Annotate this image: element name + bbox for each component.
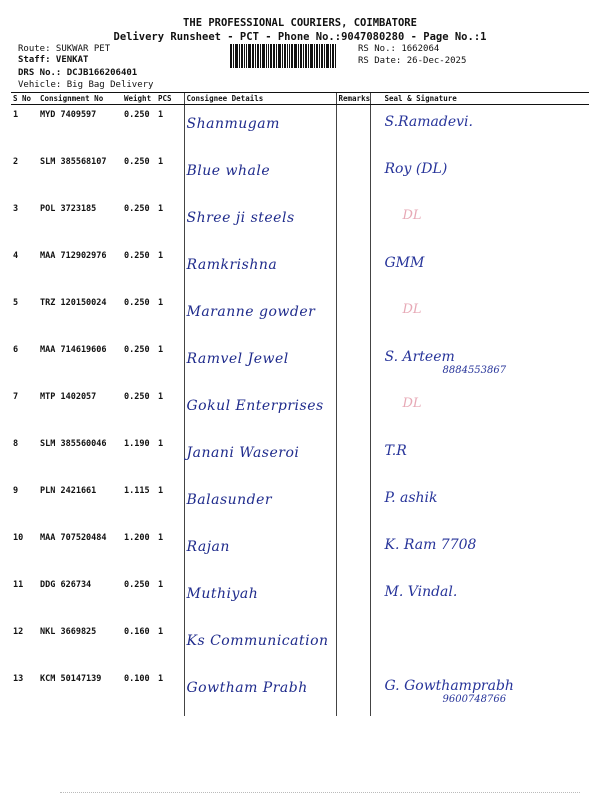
table-row: [11, 528, 589, 575]
signature-handwriting: DL: [402, 302, 422, 317]
row-remarks: [336, 246, 370, 293]
row-signature-cell: [370, 575, 589, 622]
row-remarks: [336, 481, 370, 528]
row-sno: 6: [13, 345, 19, 355]
row-pcs: 1: [158, 298, 164, 308]
signature-handwriting: GMM: [384, 255, 425, 271]
row-consignee-cell: [184, 528, 336, 575]
row-signature-cell: [370, 105, 589, 153]
row-consignee-cell: [184, 246, 336, 293]
table-row: [11, 575, 589, 622]
table-row: [11, 246, 589, 293]
signature-handwriting: P. ashik: [384, 490, 438, 506]
consignee-handwriting: Gowtham Prabh: [186, 680, 308, 696]
col-consignee: Consignee Details: [184, 93, 336, 105]
row-consignment: POL 3723185: [40, 204, 97, 214]
row-sno: 3: [13, 204, 19, 214]
row-weight: 0.100: [124, 674, 150, 684]
row-sno: 10: [13, 533, 24, 543]
signature-phone-number: 9600748766: [442, 694, 507, 705]
table-row: [11, 199, 589, 246]
route-label: Route: SUKWAR PET: [18, 44, 111, 54]
col-consignment: Consignment No: [38, 93, 122, 105]
signature-handwriting: DL: [402, 396, 422, 411]
row-pcs: 1: [158, 157, 164, 167]
row-weight: 0.250: [124, 392, 150, 402]
row-pcs: 1: [158, 439, 164, 449]
row-consignee-cell: [184, 575, 336, 622]
row-sno: 9: [13, 486, 19, 496]
row-consignee-cell: [184, 152, 336, 199]
row-weight: 0.250: [124, 110, 150, 120]
row-remarks: [336, 199, 370, 246]
row-weight: 0.250: [124, 251, 150, 261]
row-consignment: MYD 7409597: [40, 110, 97, 120]
row-sno: 8: [13, 439, 19, 449]
consignee-handwriting: Ramkrishna: [186, 257, 278, 273]
row-consignee-cell: [184, 669, 336, 716]
table-row: [11, 387, 589, 434]
table-row: [11, 622, 589, 669]
row-weight: 0.250: [124, 580, 150, 590]
row-weight: 1.115: [124, 486, 150, 496]
row-signature-cell: [370, 246, 589, 293]
row-remarks: [336, 340, 370, 387]
row-weight: 0.250: [124, 298, 150, 308]
consignee-handwriting: Maranne gowder: [186, 304, 316, 320]
row-consignment: NKL 3669825: [40, 627, 97, 637]
row-sno: 13: [13, 674, 24, 684]
consignee-handwriting: Janani Waseroi: [186, 445, 300, 461]
signature-handwriting: [373, 630, 385, 634]
row-consignment: SLM 385568107: [40, 157, 107, 167]
signature-handwriting: Roy (DL): [384, 161, 448, 177]
consignee-handwriting: Ks Communication: [186, 633, 329, 649]
row-pcs: 1: [158, 627, 164, 637]
row-remarks: [336, 293, 370, 340]
row-consignment: MTP 1402057: [40, 392, 97, 402]
table-row: [11, 481, 589, 528]
row-sno: 4: [13, 251, 19, 261]
signature-handwriting: M. Vindal.: [384, 584, 458, 600]
table-row: [11, 669, 589, 716]
row-pcs: 1: [158, 392, 164, 402]
drs-number: DRS No.: DCJB166206401: [18, 68, 138, 78]
signature-phone-number: 8884553867: [442, 365, 507, 376]
row-weight: 1.200: [124, 533, 150, 543]
consignee-handwriting: Blue whale: [186, 163, 271, 179]
footer-dotted-line: [60, 792, 580, 795]
row-pcs: 1: [158, 674, 164, 684]
row-signature-cell: [370, 669, 589, 716]
row-remarks: [336, 152, 370, 199]
row-sno: 7: [13, 392, 19, 402]
signature-handwriting: DL: [402, 208, 422, 223]
row-remarks: [336, 434, 370, 481]
row-remarks: [336, 528, 370, 575]
signature-handwriting: T.R: [384, 443, 407, 459]
row-sno: 1: [13, 110, 19, 120]
row-pcs: 1: [158, 580, 164, 590]
row-consignee-cell: [184, 340, 336, 387]
row-signature-cell: [370, 152, 589, 199]
row-remarks: [336, 622, 370, 669]
row-signature-cell: [370, 528, 589, 575]
row-remarks: [336, 669, 370, 716]
row-signature-cell: [370, 340, 589, 387]
signature-handwriting: S.Ramadevi.: [384, 114, 473, 130]
row-consignment: MAA 707520484: [40, 533, 107, 543]
runsheet-subtitle: Delivery Runsheet - PCT - Phone No.:9047080280 - Page No.:1: [113, 31, 487, 43]
row-weight: 0.160: [124, 627, 150, 637]
table-row: [11, 293, 589, 340]
row-remarks: [336, 105, 370, 153]
row-weight: 0.250: [124, 204, 150, 214]
rs-date: RS Date: 26-Dec-2025: [358, 56, 467, 66]
consignee-handwriting: Balasunder: [186, 492, 273, 508]
company-title: THE PROFESSIONAL COURIERS, COIMBATORE: [183, 17, 417, 29]
rs-number: RS No.: 1662064: [358, 44, 440, 54]
col-remarks: Remarks: [336, 93, 370, 105]
row-signature-cell: [370, 622, 589, 669]
col-pcs: PCS: [156, 93, 184, 105]
row-consignee-cell: [184, 622, 336, 669]
row-signature-cell: [370, 199, 589, 246]
table-row: [11, 340, 589, 387]
consignee-handwriting: Rajan: [186, 539, 230, 555]
signature-handwriting: K. Ram 7708: [384, 537, 477, 553]
row-consignment: SLM 385560046: [40, 439, 107, 449]
row-pcs: 1: [158, 345, 164, 355]
consignee-handwriting: Shree ji steels: [186, 210, 295, 226]
consignee-handwriting: Gokul Enterprises: [186, 398, 324, 414]
signature-handwriting: G. Gowthamprabh: [384, 678, 514, 694]
col-sno: S No: [11, 93, 38, 105]
row-signature-cell: [370, 434, 589, 481]
row-pcs: 1: [158, 251, 164, 261]
row-weight: 1.190: [124, 439, 150, 449]
vehicle-label: Vehicle: Big Bag Delivery: [18, 80, 154, 90]
row-pcs: 1: [158, 110, 164, 120]
table-header-row: [11, 93, 589, 105]
row-pcs: 1: [158, 204, 164, 214]
runsheet-table: [11, 92, 589, 716]
row-remarks: [336, 575, 370, 622]
row-signature-cell: [370, 387, 589, 434]
barcode: [230, 44, 355, 68]
row-pcs: 1: [158, 486, 164, 496]
row-consignment: MAA 714619606: [40, 345, 107, 355]
row-consignment: KCM 50147139: [40, 674, 102, 684]
table-row: [11, 434, 589, 481]
consignee-handwriting: Ramvel Jewel: [186, 351, 289, 367]
consignee-handwriting: Muthiyah: [186, 586, 259, 602]
staff-label: Staff: VENKAT: [18, 55, 89, 65]
row-consignment: DDG 626734: [40, 580, 92, 590]
row-pcs: 1: [158, 533, 164, 543]
row-signature-cell: [370, 293, 589, 340]
row-signature-cell: [370, 481, 589, 528]
row-sno: 11: [13, 580, 24, 590]
consignee-handwriting: Shanmugam: [186, 116, 280, 132]
col-weight: Weight: [122, 93, 156, 105]
row-weight: 0.250: [124, 345, 150, 355]
row-consignment: TRZ 120150024: [40, 298, 107, 308]
table-row: [11, 105, 589, 153]
row-sno: 2: [13, 157, 19, 167]
col-seal: Seal & Signature: [370, 93, 589, 105]
row-sno: 5: [13, 298, 19, 308]
row-consignee-cell: [184, 105, 336, 153]
row-remarks: [336, 387, 370, 434]
table-row: [11, 152, 589, 199]
row-consignee-cell: [184, 199, 336, 246]
row-consignee-cell: [184, 293, 336, 340]
signature-handwriting: S. Arteem: [384, 349, 455, 365]
row-consignee-cell: [184, 434, 336, 481]
row-weight: 0.250: [124, 157, 150, 167]
row-consignment: MAA 712902976: [40, 251, 107, 261]
row-consignee-cell: [184, 481, 336, 528]
row-sno: 12: [13, 627, 24, 637]
row-consignment: PLN 2421661: [40, 486, 97, 496]
row-consignee-cell: [184, 387, 336, 434]
